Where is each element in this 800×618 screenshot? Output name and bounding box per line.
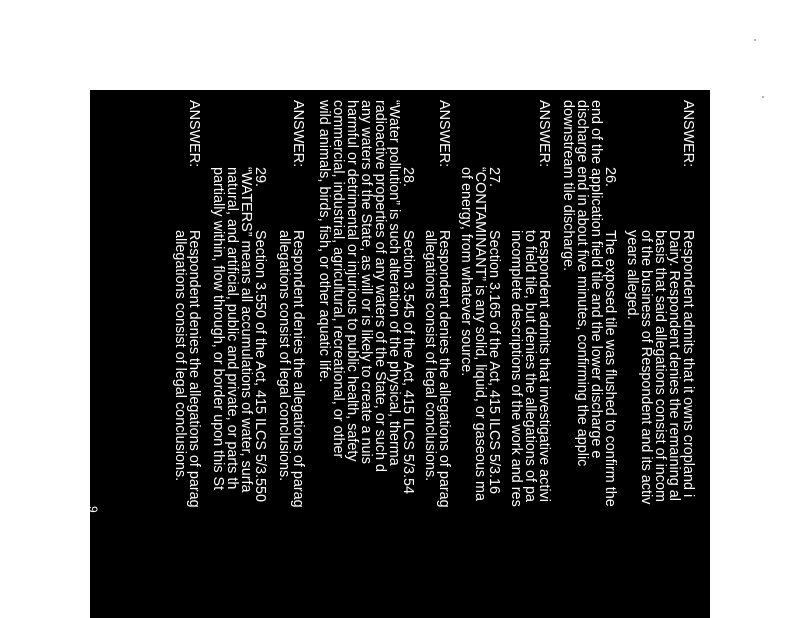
paragraph-line: Section 3.165 of the Act, 415 ILCS 5/3.16 bbox=[486, 230, 502, 495]
paragraph-line: harmful or detrimental or injurious to public health, safety bbox=[344, 100, 360, 462]
scan-speck bbox=[754, 39, 756, 41]
answer-line: Respondent admits that it owns cropland i bbox=[680, 230, 696, 498]
answer-line: ANSWER: bbox=[290, 100, 306, 168]
paragraph-line: “Water pollution” is such alteration of the physical, therma bbox=[386, 100, 402, 466]
answer-line: ANSWER: bbox=[536, 100, 552, 168]
paragraph-line: downstream tile discharge. bbox=[560, 100, 576, 272]
paragraph-line: radioactive properties of any waters of the State, or such d bbox=[372, 100, 388, 472]
paragraph-line: end of the application field tile and the lower discharge e bbox=[588, 100, 604, 459]
paragraph-line: discharge end in about five minutes, confirming the applic bbox=[574, 100, 590, 467]
scan-speck bbox=[762, 96, 764, 98]
rotated-document-page bbox=[86, 90, 710, 618]
answer-line: to field tile, but denies the allegations of pa bbox=[522, 230, 538, 503]
paragraph-line: “WATERS” means all accumulations of water, surfa bbox=[238, 167, 254, 493]
paragraph-line: of energy, from whatever source. bbox=[458, 167, 474, 377]
answer-line: allegations consist of legal conclusions. bbox=[422, 230, 438, 482]
page-number: 9 bbox=[86, 506, 100, 513]
answer-line: of the business of Respondent and its activ bbox=[638, 230, 654, 505]
paragraph-line: 27. bbox=[486, 167, 502, 188]
paragraph-line: Section 3.545 of the Act, 415 ILCS 5/3.54 bbox=[400, 230, 416, 495]
answer-line: years alleged. bbox=[624, 230, 640, 320]
answer-line: Dairy. Respondent denies the remaining al bbox=[666, 230, 682, 501]
scanned-page bbox=[86, 90, 710, 618]
paragraph-line: 29. bbox=[252, 167, 268, 188]
paragraph-line: any waters of the State, as will or is likely to create a nuis bbox=[358, 100, 374, 464]
paragraph-line: 26. bbox=[602, 167, 618, 188]
paragraph-line: partially within, flow through, or border upon this St bbox=[210, 167, 226, 491]
answer-line: basis that said allegations consist of incom bbox=[652, 230, 668, 502]
answer-line: Respondent denies the allegations of parag bbox=[290, 230, 306, 508]
answer-line: Respondent denies the allegations of parag bbox=[436, 230, 452, 508]
answer-line: allegations consist of legal conclusions. bbox=[276, 230, 292, 482]
answer-line: Respondent denies the allegations of parag bbox=[186, 230, 202, 508]
answer-line: allegations consist of legal conclusions. bbox=[172, 230, 188, 482]
paragraph-line: Section 3.550 of the Act, 415 ILCS 5/3.550 bbox=[252, 230, 268, 503]
answer-line: ANSWER: bbox=[680, 100, 696, 168]
answer-line: incomplete descriptions of the work and res bbox=[508, 230, 524, 507]
paragraph-line: commercial, industrial, agricultural, recreational, or other bbox=[330, 100, 346, 459]
answer-line: ANSWER: bbox=[436, 100, 452, 168]
paragraph-line: wild animals, birds, fish, or other aquatic life. bbox=[316, 100, 332, 383]
paragraph-line: “CONTAMINANT” is any solid, liquid, or gaseous ma bbox=[472, 167, 488, 502]
paragraph-line: 28. bbox=[400, 167, 416, 188]
paragraph-line: natural, and artificial, public and private, or parts th bbox=[224, 167, 240, 490]
answer-line: Respondent admits that investigative activi bbox=[536, 230, 552, 502]
paragraph-line: The exposed tile was flushed to confirm the bbox=[602, 230, 618, 507]
answer-line: ANSWER: bbox=[186, 100, 202, 168]
